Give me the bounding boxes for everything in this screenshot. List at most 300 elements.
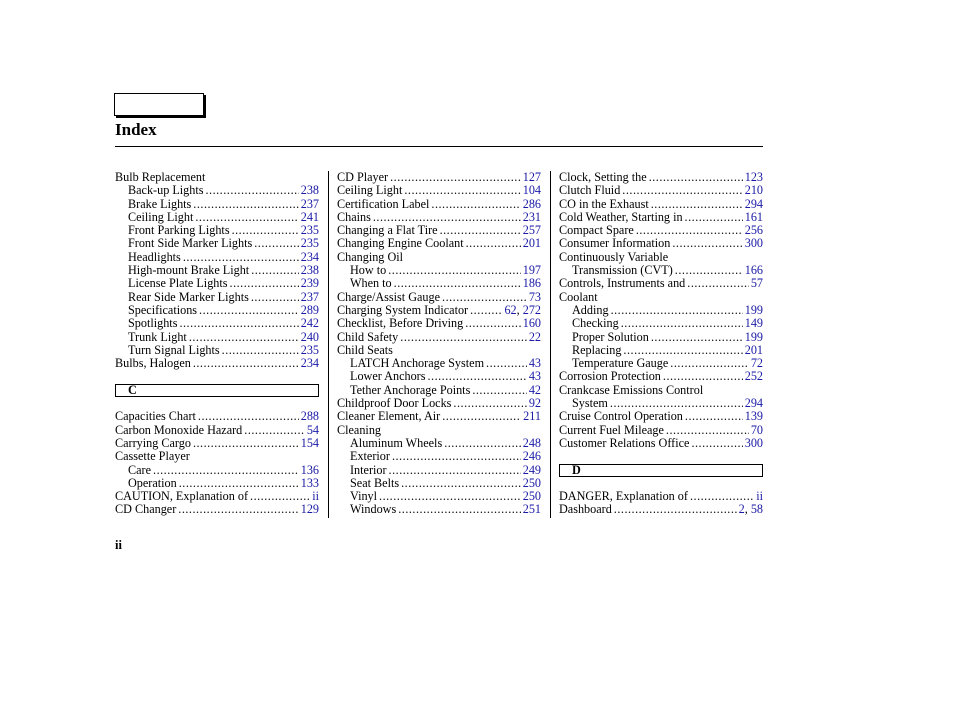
- page-refs: [301, 237, 319, 250]
- page-number: ii: [115, 538, 122, 552]
- page-link[interactable]: 211: [523, 409, 541, 424]
- page-link[interactable]: 241: [300, 209, 319, 224]
- page-link[interactable]: 127: [522, 170, 541, 184]
- page-link[interactable]: 58: [750, 502, 763, 517]
- leader-dots: [623, 344, 742, 357]
- entry-label: Cleaner Element, Air: [337, 409, 441, 424]
- page-link[interactable]: 246: [522, 449, 541, 464]
- page-link[interactable]: 238: [300, 183, 319, 198]
- page-refs: [523, 184, 541, 197]
- index-subentry: [337, 490, 541, 503]
- page-refs: 2, 58: [738, 502, 763, 517]
- page-link[interactable]: 199: [744, 329, 763, 344]
- entry-label: Operation: [128, 475, 177, 490]
- entry-label: Clock, Setting the: [559, 170, 647, 184]
- page-link[interactable]: 239: [300, 276, 319, 291]
- index-entry: [559, 198, 763, 211]
- index-column-2: [337, 171, 541, 517]
- leader-dots: [465, 317, 520, 330]
- index-subentry: [559, 357, 763, 370]
- page-refs: [523, 437, 541, 450]
- index-subentry: [115, 317, 319, 330]
- index-entry: [559, 211, 763, 224]
- index-entry: [337, 184, 541, 197]
- page-link[interactable]: 2: [738, 502, 745, 517]
- page-link[interactable]: 257: [522, 223, 541, 238]
- entry-label: Checklist, Before Driving: [337, 316, 464, 331]
- page-refs: [523, 211, 541, 224]
- index-entry: [559, 370, 763, 383]
- entry-label: Spotlights: [128, 316, 178, 331]
- section-letter-heading: D: [559, 464, 763, 477]
- page-link[interactable]: 149: [744, 316, 763, 331]
- leader-dots: [389, 464, 521, 477]
- page-refs: [745, 344, 763, 357]
- page-link[interactable]: 161: [744, 209, 763, 224]
- leader-dots: [663, 370, 743, 383]
- entry-label: Consumer Information: [559, 236, 671, 251]
- page-refs: [745, 171, 763, 184]
- entry-label: Changing Oil: [337, 249, 404, 264]
- leader-dots: [685, 410, 743, 423]
- entry-label: Charge/Assist Gauge: [337, 289, 441, 304]
- page-refs: [529, 357, 541, 370]
- section-letter-heading: C: [115, 384, 319, 397]
- entry-label: Checking: [572, 316, 619, 331]
- page-refs: [523, 410, 541, 423]
- page-link[interactable]: 42: [528, 382, 541, 397]
- index-subentry: [115, 344, 319, 357]
- entry-label: CD Player: [337, 170, 389, 184]
- entry-label: Child Safety: [337, 329, 399, 344]
- leader-dots: [621, 317, 743, 330]
- index-entry: [559, 410, 763, 423]
- index-subentry: [559, 344, 763, 357]
- index-subentry: [337, 464, 541, 477]
- page-link[interactable]: 92: [528, 396, 541, 411]
- page-refs: [523, 224, 541, 237]
- page-refs: [307, 424, 319, 437]
- page-link[interactable]: 201: [744, 342, 763, 357]
- entry-label: Aluminum Wheels: [350, 435, 443, 450]
- page-refs: [745, 237, 763, 250]
- leader-dots: [398, 503, 520, 516]
- page-refs: [523, 198, 541, 211]
- page-link[interactable]: 235: [300, 342, 319, 357]
- index-entry: [559, 184, 763, 197]
- index-entry: [115, 357, 319, 370]
- entry-label: Trunk Light: [128, 329, 187, 344]
- index-entry: [559, 171, 763, 184]
- leader-dots: [442, 291, 527, 304]
- leader-dots: [400, 331, 527, 344]
- page-link[interactable]: 210: [744, 183, 763, 198]
- page-link[interactable]: 289: [300, 302, 319, 317]
- index-subentry: [115, 264, 319, 277]
- index-subentry: [337, 357, 541, 370]
- leader-dots: [153, 464, 299, 477]
- leader-dots: [179, 317, 298, 330]
- entry-label: Cassette Player: [115, 449, 190, 464]
- entry-label: System: [572, 396, 608, 411]
- leader-dots: [178, 503, 298, 516]
- page-refs: [301, 437, 319, 450]
- page-title: Index: [115, 120, 157, 139]
- page-refs: [301, 211, 319, 224]
- page-refs: [301, 503, 319, 516]
- page-refs: [745, 410, 763, 423]
- page-link[interactable]: 234: [300, 249, 319, 264]
- leader-dots: [251, 264, 299, 277]
- page-link[interactable]: 235: [300, 223, 319, 238]
- page-link[interactable]: 136: [300, 462, 319, 477]
- entry-label: Bulb Replacement: [115, 170, 206, 184]
- index-subentry: [115, 198, 319, 211]
- page-link[interactable]: 72: [750, 356, 763, 371]
- entry-label: Temperature Gauge: [572, 356, 669, 371]
- entry-label: Capacities Chart: [115, 409, 196, 424]
- page-refs: 62, 272: [504, 302, 541, 317]
- page-link[interactable]: 22: [528, 329, 541, 344]
- entry-label: Continuously Variable: [559, 249, 669, 264]
- index-entry: [559, 237, 763, 250]
- page-refs: [751, 424, 763, 437]
- page-refs: [756, 490, 763, 503]
- entry-label: Windows: [350, 502, 397, 517]
- leader-dots: [388, 264, 520, 277]
- entry-label: DANGER, Explanation of: [559, 489, 688, 504]
- page-refs: [523, 237, 541, 250]
- page-link[interactable]: 288: [300, 409, 319, 424]
- leader-dots: [610, 397, 743, 410]
- page-link[interactable]: 300: [744, 236, 763, 251]
- page-refs: [523, 503, 541, 516]
- index-entry: [337, 344, 541, 357]
- page-refs: [745, 224, 763, 237]
- page-refs: [529, 331, 541, 344]
- page-refs: [301, 477, 319, 490]
- entry-label: Replacing: [572, 342, 622, 357]
- page-refs: [301, 344, 319, 357]
- page-link[interactable]: 133: [300, 475, 319, 490]
- page-refs: [745, 370, 763, 383]
- page-link[interactable]: 238: [300, 263, 319, 278]
- entry-label: Controls, Instruments and: [559, 276, 686, 291]
- page-refs: [523, 450, 541, 463]
- entry-label: Childproof Door Locks: [337, 396, 452, 411]
- page-link[interactable]: 62: [504, 302, 517, 317]
- page-link[interactable]: 186: [522, 276, 541, 291]
- index-entry: [115, 171, 319, 184]
- index-entry: [559, 437, 763, 450]
- entry-label: Cleaning: [337, 422, 382, 437]
- page-link[interactable]: 73: [528, 289, 541, 304]
- index-subentry: [115, 277, 319, 290]
- entry-label: Vinyl: [350, 489, 378, 504]
- index-entry: [559, 384, 763, 397]
- header-tab-box: [114, 93, 204, 116]
- page-link[interactable]: 272: [522, 302, 541, 317]
- page-link[interactable]: 43: [528, 356, 541, 371]
- entry-label: Cold Weather, Starting in: [559, 209, 683, 224]
- leader-dots: [222, 344, 299, 357]
- page-link[interactable]: 129: [300, 502, 319, 517]
- page-link[interactable]: 154: [300, 435, 319, 450]
- entry-label: Child Seats: [337, 342, 393, 357]
- entry-label: Customer Relations Office: [559, 435, 690, 450]
- page-link[interactable]: 197: [522, 263, 541, 278]
- header-rule: [115, 146, 763, 147]
- index-subentry: [337, 477, 541, 490]
- page-link[interactable]: 231: [522, 209, 541, 224]
- index-entry: [337, 291, 541, 304]
- entry-label: When to: [350, 276, 392, 291]
- page-link[interactable]: 234: [300, 356, 319, 371]
- leader-dots: [179, 477, 299, 490]
- entry-label: Ceiling Light: [128, 209, 194, 224]
- leader-dots: [183, 251, 299, 264]
- entry-label: Transmission (CVT): [572, 263, 673, 278]
- page-refs: [301, 264, 319, 277]
- page-link[interactable]: 252: [744, 369, 763, 384]
- entry-label: Carbon Monoxide Hazard: [115, 422, 243, 437]
- column-divider: [328, 171, 329, 518]
- index-entry: [115, 503, 319, 516]
- page-link[interactable]: 242: [300, 316, 319, 331]
- page-link[interactable]: ii: [312, 489, 319, 504]
- page-link[interactable]: 57: [750, 276, 763, 291]
- leader-dots: [687, 277, 749, 290]
- leader-dots: [666, 424, 749, 437]
- entry-label: Turn Signal Lights: [128, 342, 220, 357]
- page-link[interactable]: 240: [300, 329, 319, 344]
- page-refs: [745, 264, 763, 277]
- leader-dots: [486, 357, 527, 370]
- leader-dots: [675, 264, 743, 277]
- entry-label: Back-up Lights: [128, 183, 204, 198]
- page-link[interactable]: 237: [300, 196, 319, 211]
- index-entry: [559, 424, 763, 437]
- page-refs: [301, 464, 319, 477]
- entry-label: Changing Engine Coolant: [337, 236, 464, 251]
- leader-dots: [232, 224, 299, 237]
- index-subentry: [337, 384, 541, 397]
- page-link[interactable]: 54: [306, 422, 319, 437]
- leader-dots: [614, 503, 737, 516]
- leader-dots: [230, 277, 299, 290]
- entry-label: Front Parking Lights: [128, 223, 230, 238]
- leader-dots: [690, 490, 754, 503]
- index-entry: [559, 503, 763, 516]
- index-entry: [337, 331, 541, 344]
- leader-dots: [205, 184, 298, 197]
- leader-dots: [427, 370, 526, 383]
- page-refs: [301, 291, 319, 304]
- leader-dots: [444, 437, 521, 450]
- section-spacer: [559, 450, 763, 463]
- index-entry: [559, 224, 763, 237]
- index-entry: [337, 317, 541, 330]
- index-entry: [559, 490, 763, 503]
- index-entry: [337, 224, 541, 237]
- index-entry: [115, 490, 319, 503]
- page-refs: [301, 277, 319, 290]
- page-link[interactable]: 199: [744, 302, 763, 317]
- index-subentry: [559, 264, 763, 277]
- leader-dots: [189, 331, 299, 344]
- index-subentry: [337, 450, 541, 463]
- page-link[interactable]: 248: [522, 435, 541, 450]
- page-link[interactable]: 235: [300, 236, 319, 251]
- entry-label: Compact Spare: [559, 223, 634, 238]
- page-refs: [523, 171, 541, 184]
- index-subentry: [559, 397, 763, 410]
- page-link[interactable]: 123: [744, 170, 763, 184]
- entry-label: Specifications: [128, 302, 198, 317]
- entry-label: Front Side Marker Lights: [128, 236, 253, 251]
- leader-dots: [685, 211, 743, 224]
- page-refs: [301, 184, 319, 197]
- index-subentry: [115, 331, 319, 344]
- entry-label: License Plate Lights: [128, 276, 228, 291]
- entry-label: Certification Label: [337, 196, 430, 211]
- index-subentry: [115, 224, 319, 237]
- entry-label: Changing a Flat Tire: [337, 223, 438, 238]
- page-link[interactable]: 251: [522, 502, 541, 517]
- entry-label: Care: [128, 462, 152, 477]
- page-refs: [745, 317, 763, 330]
- page-link[interactable]: 249: [522, 462, 541, 477]
- entry-label: CO in the Exhaust: [559, 196, 649, 211]
- index-subentry: [337, 370, 541, 383]
- entry-label: Ceiling Light: [337, 183, 403, 198]
- index-entry: [115, 410, 319, 423]
- page-refs: [301, 317, 319, 330]
- entry-label: Headlights: [128, 249, 181, 264]
- leader-dots: [193, 198, 298, 211]
- page-refs: [745, 198, 763, 211]
- index-subentry: [115, 211, 319, 224]
- index-entry: [559, 277, 763, 290]
- entry-label: Cruise Control Operation: [559, 409, 683, 424]
- index-subentry: [115, 304, 319, 317]
- index-entry: [337, 237, 541, 250]
- index-entry: [115, 450, 319, 463]
- page-link[interactable]: 294: [744, 396, 763, 411]
- page-link[interactable]: 160: [522, 316, 541, 331]
- page-link[interactable]: 104: [522, 183, 541, 198]
- page-refs: [529, 370, 541, 383]
- page-refs: [529, 384, 541, 397]
- entry-label: Clutch Fluid: [559, 183, 621, 198]
- entry-label: Carrying Cargo: [115, 435, 191, 450]
- leader-dots: [466, 237, 521, 250]
- page-link[interactable]: 70: [750, 422, 763, 437]
- page-refs: [301, 251, 319, 264]
- entry-label: Current Fuel Mileage: [559, 422, 664, 437]
- index-subentry: [337, 503, 541, 516]
- page-link[interactable]: 237: [300, 289, 319, 304]
- leader-dots: [691, 437, 742, 450]
- index-entry: [115, 437, 319, 450]
- index-subentry: [559, 331, 763, 344]
- leader-dots: [401, 477, 521, 490]
- entry-label: Corrosion Protection: [559, 369, 661, 384]
- leader-dots: [193, 357, 299, 370]
- page-refs: [745, 437, 763, 450]
- page-refs: [523, 464, 541, 477]
- leader-dots: [404, 184, 520, 197]
- leader-dots: [472, 384, 526, 397]
- entry-label: CAUTION, Explanation of: [115, 489, 249, 504]
- index-subentry: [115, 477, 319, 490]
- index-entry: [337, 397, 541, 410]
- page-refs: [523, 490, 541, 503]
- leader-dots: [636, 224, 743, 237]
- index-column-1: [115, 171, 319, 517]
- leader-dots: [193, 437, 299, 450]
- index-entry: [337, 410, 541, 423]
- page-link[interactable]: 286: [522, 196, 541, 211]
- index-entry: [115, 424, 319, 437]
- index-entry: [559, 251, 763, 264]
- entry-label: Dashboard: [559, 502, 612, 517]
- page-refs: [312, 490, 319, 503]
- page-refs: [523, 477, 541, 490]
- page-link[interactable]: 294: [744, 196, 763, 211]
- page-link[interactable]: 166: [744, 263, 763, 278]
- page-link[interactable]: ii: [756, 489, 763, 504]
- entry-label: Coolant: [559, 289, 598, 304]
- leader-dots: [651, 331, 743, 344]
- index-entry: [337, 211, 541, 224]
- entry-label: Adding: [572, 302, 609, 317]
- leader-dots: [250, 490, 310, 503]
- index-entry: [337, 251, 541, 264]
- entry-label: Lower Anchors: [350, 369, 426, 384]
- entry-label: Brake Lights: [128, 196, 192, 211]
- page-link[interactable]: 250: [522, 475, 541, 490]
- page-link[interactable]: 300: [744, 435, 763, 450]
- entry-label: LATCH Anchorage System: [350, 356, 485, 371]
- page-link[interactable]: 256: [744, 223, 763, 238]
- page-link[interactable]: 43: [528, 369, 541, 384]
- page-link[interactable]: 139: [744, 409, 763, 424]
- leader-dots: [379, 490, 521, 503]
- leader-dots: [672, 237, 742, 250]
- leader-dots: [373, 211, 521, 224]
- index-subentry: [115, 464, 319, 477]
- entry-label: How to: [350, 263, 387, 278]
- page-link[interactable]: 250: [522, 489, 541, 504]
- index-entry: [337, 424, 541, 437]
- entry-label: Crankcase Emissions Control: [559, 382, 704, 397]
- page-refs: [529, 397, 541, 410]
- page-refs: [751, 357, 763, 370]
- entry-label: Proper Solution: [572, 329, 649, 344]
- page-refs: [523, 264, 541, 277]
- column-divider: [550, 171, 551, 518]
- entry-label: Tether Anchorage Points: [350, 382, 471, 397]
- page-refs: [301, 304, 319, 317]
- leader-dots: [244, 424, 305, 437]
- index-subentry: [115, 184, 319, 197]
- page-link[interactable]: 201: [522, 236, 541, 251]
- page-refs: [745, 331, 763, 344]
- entry-label: Exterior: [350, 449, 390, 464]
- leader-dots: [431, 198, 520, 211]
- page-refs: [301, 357, 319, 370]
